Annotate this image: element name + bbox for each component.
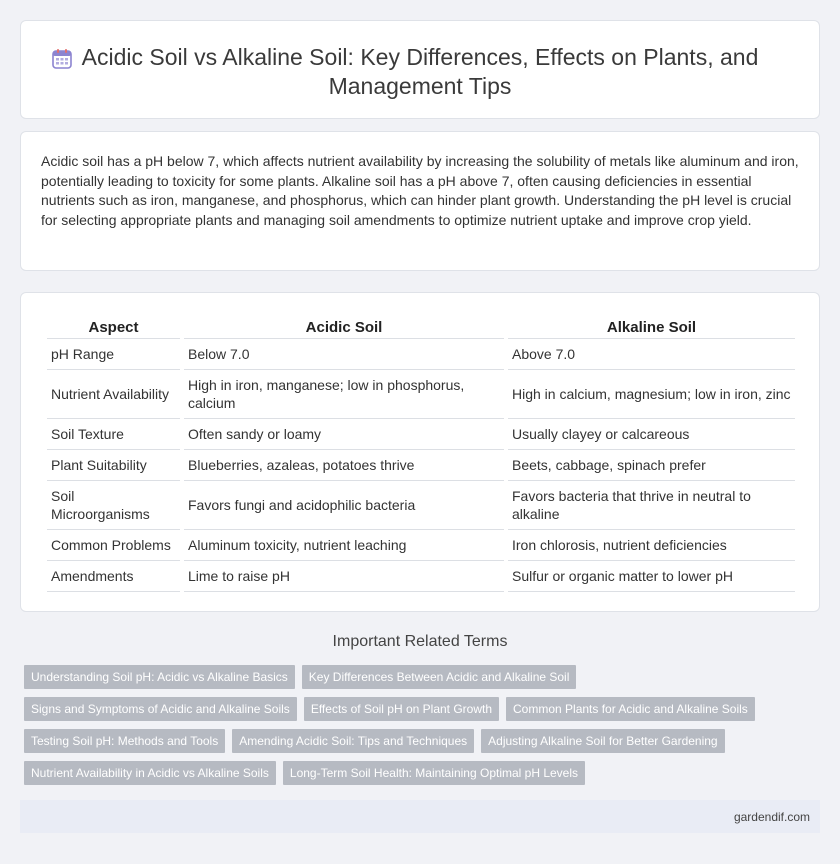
table-row	[47, 561, 795, 592]
table-cell: Aluminum toxicity, nutrient leaching	[184, 530, 504, 561]
table-row	[47, 370, 795, 419]
table-cell: Common Problems	[47, 530, 180, 561]
table-row	[47, 530, 795, 561]
table-cell: Soil Texture	[47, 419, 180, 450]
related-terms-list	[24, 665, 814, 793]
related-terms-heading: Important Related Terms	[332, 633, 508, 650]
table-cell: pH Range	[47, 339, 180, 370]
intro-paragraph: Acidic soil has a pH below 7, which affects nutrient availability by increasing the solubility of metals like aluminum and iron, potentially leading to toxicity for some plants. Alkaline soil has a pH above 7, often causing deficiencies in essential nutrients such as iron, manganese, and phosphorus, which can hinder plant growth. Understanding the pH level is crucial for selecting appropriate plants and managing soil amendments to optimize nutrient uptake and improve crop yield.	[41, 153, 799, 228]
table-cell: Amendments	[47, 561, 180, 592]
table-cell: High in iron, manganese; low in phosphorus, calcium	[184, 370, 504, 419]
related-term-tag[interactable]: Understanding Soil pH: Acidic vs Alkaline Basics	[24, 665, 295, 689]
column-header-acidic: Acidic Soil	[184, 315, 504, 339]
table-cell: Beets, cabbage, spinach prefer	[508, 450, 795, 481]
related-term-tag[interactable]: Key Differences Between Acidic and Alkaline Soil	[302, 665, 577, 689]
table-row	[47, 481, 795, 530]
table-row	[47, 339, 795, 370]
related-term-tag[interactable]: Testing Soil pH: Methods and Tools	[24, 729, 225, 753]
footer	[20, 800, 820, 833]
table-cell: Favors fungi and acidophilic bacteria	[184, 481, 504, 530]
comparison-card	[20, 292, 820, 612]
related-term-tag[interactable]: Amending Acidic Soil: Tips and Techniques	[232, 729, 474, 753]
column-header-alkaline: Alkaline Soil	[508, 315, 795, 339]
related-term-tag[interactable]: Long-Term Soil Health: Maintaining Optimal pH Levels	[283, 761, 585, 785]
table-row	[47, 450, 795, 481]
table-cell: Lime to raise pH	[184, 561, 504, 592]
related-term-tag[interactable]: Signs and Symptoms of Acidic and Alkaline Soils	[24, 697, 297, 721]
intro-card	[20, 131, 820, 271]
column-header-aspect: Aspect	[47, 315, 180, 339]
table-cell: Blueberries, azaleas, potatoes thrive	[184, 450, 504, 481]
table-cell: Plant Suitability	[47, 450, 180, 481]
related-term-tag[interactable]: Adjusting Alkaline Soil for Better Gardening	[481, 729, 724, 753]
table-cell: Favors bacteria that thrive in neutral to alkaline	[508, 481, 795, 530]
comparison-table	[43, 315, 799, 592]
related-term-tag[interactable]: Common Plants for Acidic and Alkaline Soils	[506, 697, 755, 721]
table-row	[47, 419, 795, 450]
table-cell: Below 7.0	[184, 339, 504, 370]
table-header-row	[47, 315, 795, 339]
table-cell: Soil Microorganisms	[47, 481, 180, 530]
table-cell: Usually clayey or calcareous	[508, 419, 795, 450]
table-cell: Above 7.0	[508, 339, 795, 370]
table-cell: Nutrient Availability	[47, 370, 180, 419]
page-title: Acidic Soil vs Alkaline Soil: Key Differences, Effects on Plants, and Management Tips	[81, 44, 759, 99]
table-cell: Iron chlorosis, nutrient deficiencies	[508, 530, 795, 561]
header-card	[20, 20, 820, 119]
related-term-tag[interactable]: Nutrient Availability in Acidic vs Alkaline Soils	[24, 761, 276, 785]
table-cell: High in calcium, magnesium; low in iron, zinc	[508, 370, 795, 419]
table-cell: Sulfur or organic matter to lower pH	[508, 561, 795, 592]
table-cell: Often sandy or loamy	[184, 419, 504, 450]
footer-site-link[interactable]: gardendif.com	[733, 810, 810, 824]
related-term-tag[interactable]: Effects of Soil pH on Plant Growth	[304, 697, 499, 721]
